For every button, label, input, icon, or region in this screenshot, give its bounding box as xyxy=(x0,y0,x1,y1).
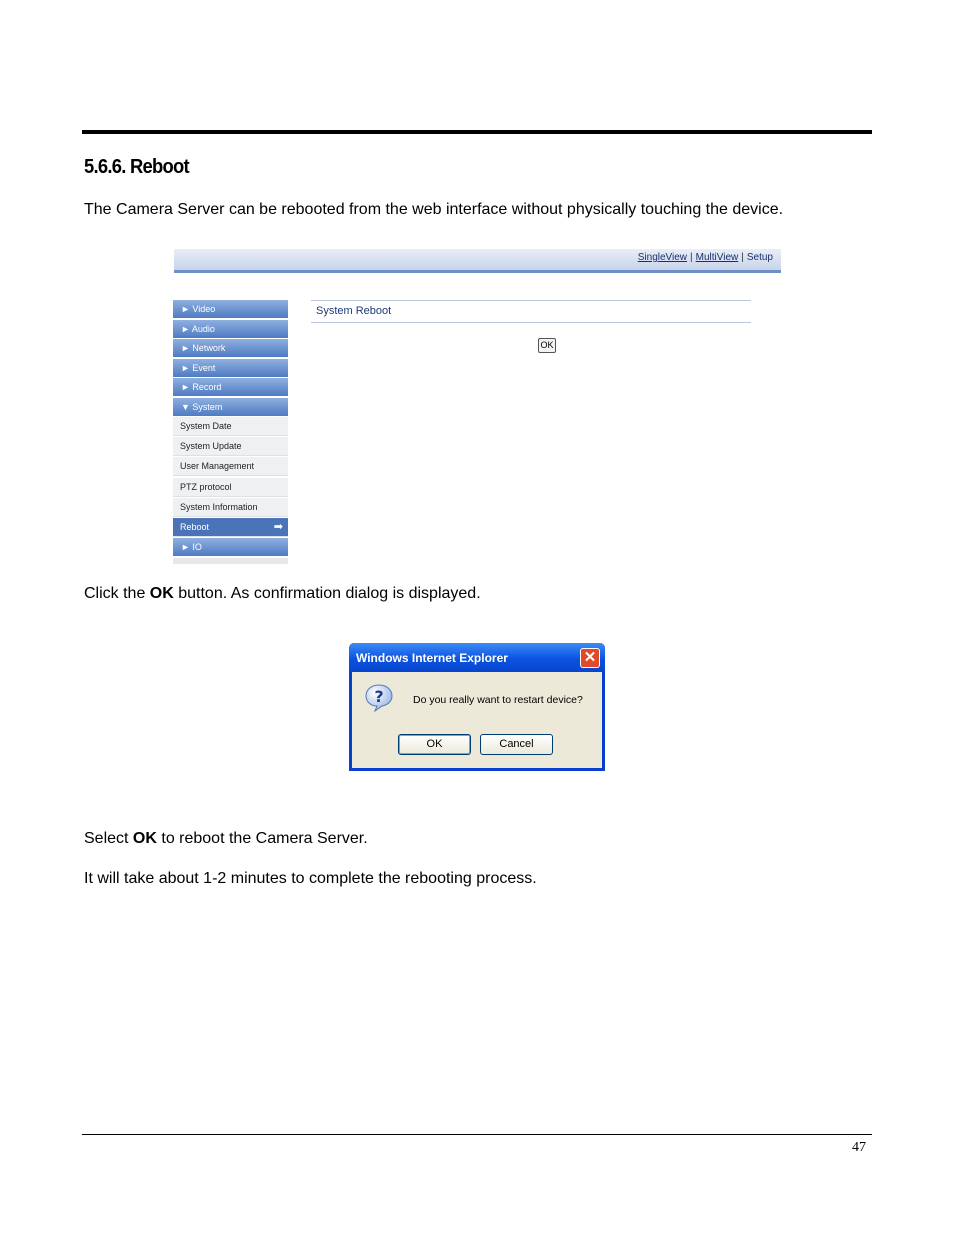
dialog-cancel-button[interactable]: Cancel xyxy=(480,734,553,755)
sidebar-item-video[interactable]: ► Video xyxy=(173,300,288,318)
sidebar-subitem-reboot[interactable] xyxy=(173,518,288,537)
web-top-bar xyxy=(174,249,781,273)
content-header xyxy=(311,300,751,323)
step1-paragraph xyxy=(84,585,481,603)
sidebar-subitem-system-information[interactable]: System Information xyxy=(173,498,288,517)
step2-text-before: Select xyxy=(84,830,133,847)
setup-sidebar xyxy=(173,300,288,564)
nav-separator: | xyxy=(741,252,744,263)
svg-text:?: ? xyxy=(374,687,384,706)
step2-text-after: to reboot the Camera Server. xyxy=(156,830,368,847)
dialog-ok-button[interactable]: OK xyxy=(398,734,471,755)
dialog-message: Do you really want to restart device? xyxy=(413,694,583,706)
sidebar-subitem-system-update[interactable]: System Update xyxy=(173,437,288,456)
sidebar-subitem-user-management[interactable]: User Management xyxy=(173,457,288,476)
nav-separator: | xyxy=(690,252,693,263)
sidebar-subitem-reboot-label: Reboot xyxy=(180,521,210,532)
dialog-title: Windows Internet Explorer xyxy=(356,651,508,665)
system-reboot-title: System Reboot xyxy=(316,305,392,317)
bottom-rule xyxy=(82,1134,872,1135)
sidebar-item-event[interactable]: ► Event xyxy=(173,359,288,377)
step2-paragraph xyxy=(84,830,368,848)
sidebar-item-audio[interactable]: ► Audio xyxy=(173,320,288,338)
sidebar-subitem-ptz-protocol[interactable]: PTZ protocol xyxy=(173,478,288,497)
sidebar-footer xyxy=(173,558,288,564)
step2-bold-ok: OK xyxy=(132,830,157,847)
web-nav-links xyxy=(638,252,773,263)
page-number: 47 xyxy=(852,1140,866,1155)
arrow-right-icon: ➡ xyxy=(273,520,283,533)
close-icon[interactable]: ✕ xyxy=(580,648,600,668)
sidebar-item-network[interactable]: ► Network xyxy=(173,339,288,357)
top-rule xyxy=(82,130,872,134)
setup-link[interactable]: Setup xyxy=(746,252,773,263)
sidebar-item-system[interactable]: ▼ System xyxy=(173,398,288,416)
intro-paragraph: The Camera Server can be rebooted from the web interface without physically touching the device. xyxy=(84,201,784,218)
dialog-body xyxy=(352,672,602,768)
step3-paragraph: It will take about 1-2 minutes to complete the rebooting process. xyxy=(84,870,537,887)
step1-text-after: button. As confirmation dialog is displayed. xyxy=(173,585,481,602)
step1-text-before: Click the xyxy=(84,585,150,602)
sidebar-item-io[interactable]: ► IO xyxy=(173,538,288,556)
reboot-ok-button[interactable]: OK xyxy=(538,338,556,353)
confirm-dialog xyxy=(349,643,605,771)
step1-bold-ok: OK xyxy=(149,585,174,602)
section-title: 5.6.6. Reboot xyxy=(84,156,189,178)
multiview-link[interactable]: MultiView xyxy=(695,252,739,263)
question-icon xyxy=(364,683,394,713)
sidebar-item-record[interactable]: ► Record xyxy=(173,378,288,396)
singleview-link[interactable]: SingleView xyxy=(637,252,688,263)
sidebar-subitem-system-date[interactable]: System Date xyxy=(173,417,288,436)
dialog-titlebar xyxy=(349,643,605,672)
